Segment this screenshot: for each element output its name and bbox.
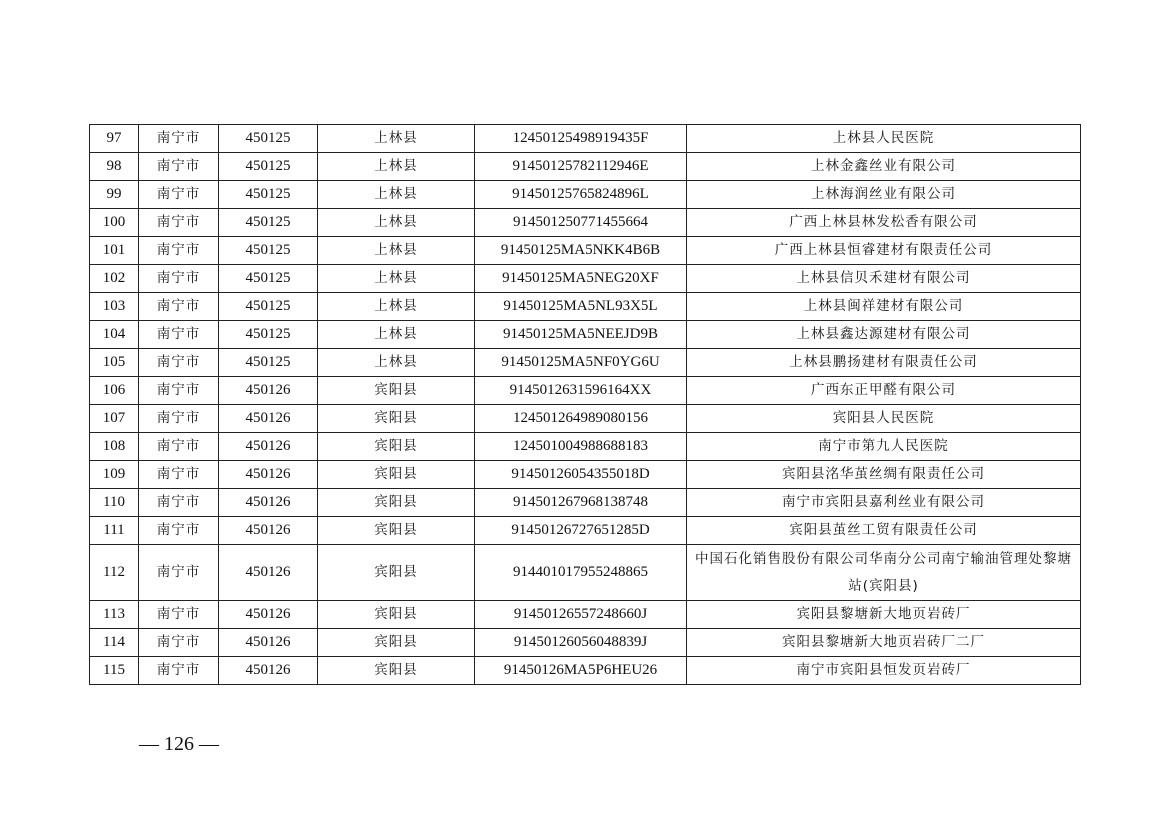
cell-credit-code: 91450125765824896L [475, 181, 687, 209]
table-body [90, 125, 1081, 685]
cell-serial-number: 109 [90, 461, 139, 489]
cell-serial-number: 113 [90, 601, 139, 629]
table-row [90, 545, 1081, 601]
enterprise-table [89, 124, 1081, 685]
cell-region-code: 450125 [219, 349, 318, 377]
cell-region-code: 450125 [219, 209, 318, 237]
cell-enterprise-name: 南宁市宾阳县嘉利丝业有限公司 [687, 489, 1081, 517]
cell-credit-code: 124501264989080156 [475, 405, 687, 433]
cell-city: 南宁市 [139, 321, 219, 349]
table-row [90, 489, 1081, 517]
cell-serial-number: 102 [90, 265, 139, 293]
cell-county: 上林县 [318, 349, 475, 377]
cell-county: 宾阳县 [318, 629, 475, 657]
cell-region-code: 450126 [219, 629, 318, 657]
table-row [90, 237, 1081, 265]
cell-serial-number: 114 [90, 629, 139, 657]
cell-serial-number: 97 [90, 125, 139, 153]
table-row [90, 349, 1081, 377]
cell-region-code: 450126 [219, 601, 318, 629]
cell-credit-code: 91450126557248660J [475, 601, 687, 629]
cell-serial-number: 100 [90, 209, 139, 237]
cell-county: 上林县 [318, 237, 475, 265]
cell-enterprise-name: 上林县鹏扬建材有限责任公司 [687, 349, 1081, 377]
cell-city: 南宁市 [139, 377, 219, 405]
cell-credit-code: 91450125MA5NKK4B6B [475, 237, 687, 265]
cell-credit-code: 91450126056048839J [475, 629, 687, 657]
table-row [90, 181, 1081, 209]
cell-credit-code: 91450126054355018D [475, 461, 687, 489]
cell-county: 宾阳县 [318, 601, 475, 629]
cell-region-code: 450126 [219, 405, 318, 433]
cell-enterprise-name: 宾阳县黎塘新大地页岩砖厂 [687, 601, 1081, 629]
cell-region-code: 450125 [219, 125, 318, 153]
cell-region-code: 450126 [219, 433, 318, 461]
cell-city: 南宁市 [139, 125, 219, 153]
cell-enterprise-name: 上林海润丝业有限公司 [687, 181, 1081, 209]
cell-city: 南宁市 [139, 517, 219, 545]
cell-county: 宾阳县 [318, 545, 475, 601]
cell-credit-code: 12450125498919435F [475, 125, 687, 153]
cell-region-code: 450125 [219, 181, 318, 209]
cell-enterprise-name: 上林县信贝禾建材有限公司 [687, 265, 1081, 293]
cell-serial-number: 107 [90, 405, 139, 433]
table-row [90, 517, 1081, 545]
cell-credit-code: 91450125MA5NEEJD9B [475, 321, 687, 349]
cell-region-code: 450125 [219, 293, 318, 321]
cell-region-code: 450126 [219, 517, 318, 545]
cell-serial-number: 99 [90, 181, 139, 209]
table-row [90, 405, 1081, 433]
cell-city: 南宁市 [139, 209, 219, 237]
cell-region-code: 450126 [219, 461, 318, 489]
cell-city: 南宁市 [139, 349, 219, 377]
cell-serial-number: 115 [90, 657, 139, 685]
table-row [90, 433, 1081, 461]
cell-enterprise-name: 宾阳县洺华茧丝绸有限责任公司 [687, 461, 1081, 489]
cell-county: 宾阳县 [318, 433, 475, 461]
cell-credit-code: 91450125MA5NL93X5L [475, 293, 687, 321]
cell-serial-number: 108 [90, 433, 139, 461]
cell-region-code: 450125 [219, 265, 318, 293]
table-row [90, 209, 1081, 237]
cell-city: 南宁市 [139, 153, 219, 181]
cell-county: 宾阳县 [318, 377, 475, 405]
table-row [90, 629, 1081, 657]
cell-enterprise-name: 南宁市第九人民医院 [687, 433, 1081, 461]
cell-enterprise-name: 宾阳县人民医院 [687, 405, 1081, 433]
cell-city: 南宁市 [139, 405, 219, 433]
cell-city: 南宁市 [139, 433, 219, 461]
cell-credit-code: 91450126727651285D [475, 517, 687, 545]
cell-county: 上林县 [318, 125, 475, 153]
cell-county: 宾阳县 [318, 461, 475, 489]
cell-county: 宾阳县 [318, 405, 475, 433]
cell-region-code: 450126 [219, 545, 318, 601]
cell-credit-code: 914501250771455664 [475, 209, 687, 237]
cell-county: 上林县 [318, 265, 475, 293]
table-row [90, 321, 1081, 349]
cell-credit-code: 91450126MA5P6HEU26 [475, 657, 687, 685]
cell-enterprise-name: 广西上林县林发松香有限公司 [687, 209, 1081, 237]
table-row [90, 125, 1081, 153]
cell-region-code: 450125 [219, 321, 318, 349]
cell-credit-code: 91450125MA5NEG20XF [475, 265, 687, 293]
cell-county: 上林县 [318, 321, 475, 349]
page-number: — 126 — [139, 733, 219, 755]
cell-enterprise-name: 广西东正甲醛有限公司 [687, 377, 1081, 405]
cell-enterprise-name: 中国石化销售股份有限公司华南分公司南宁输油管理处黎塘站(宾阳县) [687, 545, 1081, 601]
cell-credit-code: 914401017955248865 [475, 545, 687, 601]
cell-city: 南宁市 [139, 293, 219, 321]
cell-county: 上林县 [318, 153, 475, 181]
cell-region-code: 450126 [219, 489, 318, 517]
cell-serial-number: 105 [90, 349, 139, 377]
cell-enterprise-name: 南宁市宾阳县恒发页岩砖厂 [687, 657, 1081, 685]
cell-enterprise-name: 上林县人民医院 [687, 125, 1081, 153]
table-row [90, 601, 1081, 629]
cell-serial-number: 104 [90, 321, 139, 349]
cell-credit-code: 124501004988688183 [475, 433, 687, 461]
cell-serial-number: 98 [90, 153, 139, 181]
table-row [90, 265, 1081, 293]
cell-serial-number: 112 [90, 545, 139, 601]
table-row [90, 377, 1081, 405]
cell-county: 宾阳县 [318, 657, 475, 685]
table-row [90, 657, 1081, 685]
table-row [90, 153, 1081, 181]
cell-serial-number: 106 [90, 377, 139, 405]
cell-region-code: 450125 [219, 153, 318, 181]
cell-city: 南宁市 [139, 657, 219, 685]
cell-city: 南宁市 [139, 461, 219, 489]
cell-credit-code: 914501267968138748 [475, 489, 687, 517]
cell-serial-number: 103 [90, 293, 139, 321]
cell-serial-number: 110 [90, 489, 139, 517]
cell-city: 南宁市 [139, 629, 219, 657]
cell-enterprise-name: 宾阳县黎塘新大地页岩砖厂二厂 [687, 629, 1081, 657]
cell-city: 南宁市 [139, 237, 219, 265]
cell-city: 南宁市 [139, 489, 219, 517]
cell-enterprise-name: 上林县闽祥建材有限公司 [687, 293, 1081, 321]
cell-enterprise-name: 宾阳县茧丝工贸有限责任公司 [687, 517, 1081, 545]
cell-city: 南宁市 [139, 601, 219, 629]
cell-enterprise-name: 广西上林县恒睿建材有限责任公司 [687, 237, 1081, 265]
cell-county: 上林县 [318, 181, 475, 209]
cell-credit-code: 91450125MA5NF0YG6U [475, 349, 687, 377]
cell-serial-number: 101 [90, 237, 139, 265]
cell-region-code: 450126 [219, 377, 318, 405]
cell-credit-code: 9145012631596164XX [475, 377, 687, 405]
cell-enterprise-name: 上林金鑫丝业有限公司 [687, 153, 1081, 181]
cell-county: 上林县 [318, 293, 475, 321]
cell-city: 南宁市 [139, 181, 219, 209]
table-row [90, 461, 1081, 489]
cell-credit-code: 91450125782112946E [475, 153, 687, 181]
cell-county: 上林县 [318, 209, 475, 237]
cell-county: 宾阳县 [318, 489, 475, 517]
cell-serial-number: 111 [90, 517, 139, 545]
cell-region-code: 450126 [219, 657, 318, 685]
cell-county: 宾阳县 [318, 517, 475, 545]
cell-enterprise-name: 上林县鑫达源建材有限公司 [687, 321, 1081, 349]
cell-city: 南宁市 [139, 545, 219, 601]
table-row [90, 293, 1081, 321]
cell-city: 南宁市 [139, 265, 219, 293]
cell-region-code: 450125 [219, 237, 318, 265]
